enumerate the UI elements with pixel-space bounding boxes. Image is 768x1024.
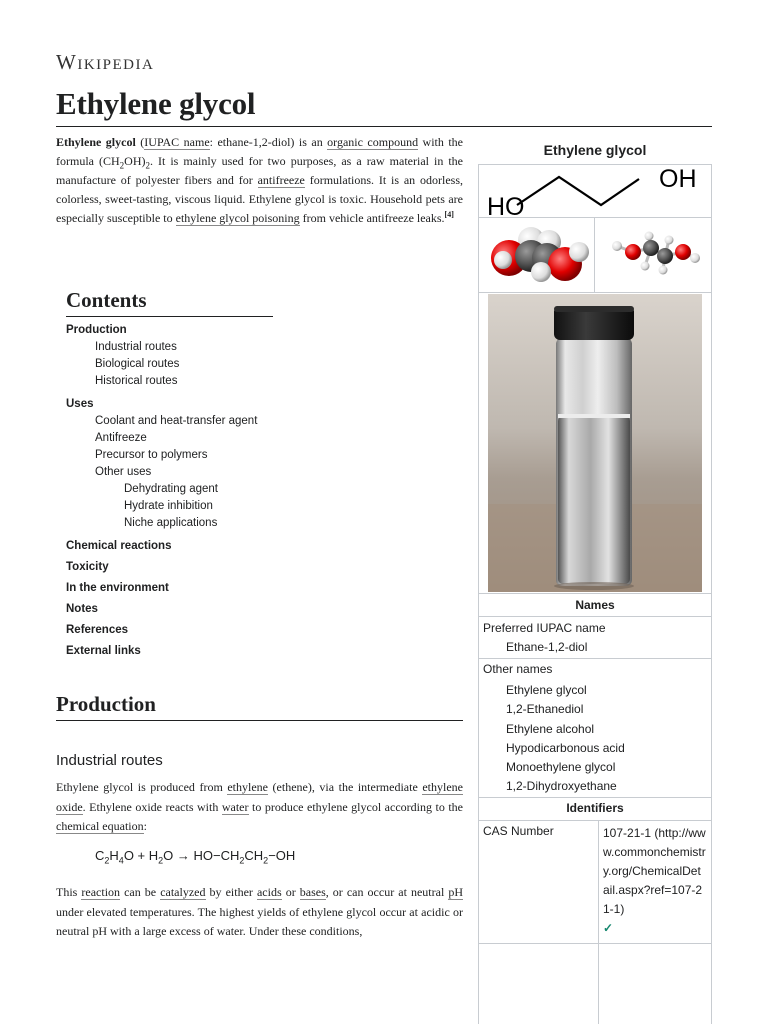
toc-item[interactable]: Toxicity [66,561,109,573]
para-text: This [56,885,82,899]
para-text: to produce ethylene glycol according to the [248,799,463,814]
reaction-link[interactable]: reaction [81,885,121,899]
infobox-divider [478,658,712,659]
eq-part: CH [244,848,264,863]
ethylene-link[interactable]: ethylene [227,780,269,794]
toc-item[interactable]: Industrial routes [95,341,177,353]
water-link[interactable]: water [221,799,249,814]
lead-text: formulations. It is an odorless, colorless, sweet-tasting, viscous liquid. Ethylene glycol is toxic. Household pets are especially susceptible to [56,173,464,225]
para-text: by either [205,885,257,899]
other-name-item: Ethylene glycol [506,683,587,697]
eq-part: C [95,848,105,863]
para-text: can be [120,885,161,899]
subscript: 4 [118,855,124,866]
space-filling-model-image[interactable] [479,218,594,292]
infobox-divider [478,943,712,944]
identifiers-heading: Identifiers [566,801,624,815]
lead-text: from vehicle antifreeze leaks. [299,211,445,225]
cas-column-divider [598,820,599,1024]
lead-paragraph: Ethylene glycol (IUPAC name: ethane-1,2-diol) is an organic compound with the formula $(CH_2OH)_2$. It is mainly used for two purposes, as a raw material in the manufacture of polyester fibers and for antifreeze formulations. It is an odorless, colorless, sweet-tasting, viscous liquid. Ethylene glycol is toxic. Household pets are especially susceptible to ethylene glycol poisoning from vehicle antifreeze leaks.[4] [56,135,464,225]
eq-part: −OH [268,848,296,863]
iupac-name-label: Preferred IUPAC name [483,621,606,635]
toc-item[interactable]: Production [66,324,127,336]
subscript: 2 [104,855,110,866]
para-text: : [143,819,147,833]
cas-number-label: CAS Number [483,824,554,838]
production-rule [56,720,463,721]
infobox-title: Ethylene glycol [543,142,647,158]
organic-compound-link[interactable]: organic compound [327,135,419,149]
names-heading: Names [575,598,615,612]
acids-link[interactable]: acids [256,885,282,899]
ethylene-glycol-vial-photo[interactable] [488,294,702,592]
para-text: under elevated temperatures. The highest yields of ethylene glycol occur at acidic or neutral pH with a large excess of water. Under these conditions, [56,904,463,938]
other-name-item: 1,2-Dihydroxyethane [506,779,617,794]
para-text: (ethene), via the intermediate [268,780,423,794]
table-of-contents [66,322,326,660]
toc-item[interactable]: Chemical reactions [66,540,172,552]
industrial-routes-heading: Industrial routes [56,752,163,769]
verified-check-icon: ✓ [603,921,614,935]
subscript: 2 [145,160,150,171]
toc-item[interactable]: Other uses [95,466,152,478]
production-heading: Production [56,692,156,716]
production-paragraph-1 [56,778,463,837]
other-names-label: Other names [483,662,553,676]
ho-label: HO [487,193,525,217]
iupac-name-link[interactable]: IUPAC name [144,135,210,149]
toc-item[interactable]: Precursor to polymers [95,449,208,461]
contents-rule [66,316,273,317]
cas-link[interactable]: 107-21-1 (http://www.commonchemistry.org/ChemicalDetail.aspx?ref=107-21-1) [603,826,706,916]
subscript: 2 [119,160,125,171]
poisoning-link[interactable]: ethylene glycol poisoning [175,211,300,225]
catalyzed-link[interactable]: catalyzed [160,885,206,899]
toc-item[interactable]: Niche applications [124,517,218,529]
lead-text: OH) [124,154,146,168]
lead-text: with the formula (CH [56,135,464,168]
other-name-item: Ethylene alcohol [506,721,595,736]
other-name-item: Hypodicarbonous acid [506,740,625,755]
infobox-divider [478,593,712,594]
antifreeze-link[interactable]: antifreeze [257,173,305,187]
subscript: 2 [263,855,269,866]
toc-item[interactable]: Dehydrating agent [124,483,218,495]
lead-text: . It is mainly used for two purposes, as a raw material in the manufacture of polyester fibers and for [56,154,464,187]
infobox-divider [478,820,712,821]
other-name-item: Monoethylene glycol [506,760,616,775]
skeletal-formula-image[interactable] [479,165,711,217]
toc-item[interactable]: Biological routes [95,358,180,370]
oh-label: OH [659,165,697,193]
eq-part: O + H [123,848,159,863]
toc-item[interactable]: Coolant and heat-transfer agent [95,415,258,427]
ph-link[interactable]: pH [448,885,464,899]
toc-item[interactable]: In the environment [66,582,169,594]
toc-item[interactable]: Historical routes [95,375,178,387]
subscript: 2 [158,855,164,866]
wikipedia-logo[interactable]: Wikipedia [56,50,155,74]
toc-item[interactable]: References [66,624,129,636]
para-text: , or can occur at neutral [325,885,449,899]
toc-item[interactable]: Uses [66,398,94,410]
bases-link[interactable]: bases [299,885,326,899]
eq-part: O → HO−CH [163,848,240,863]
para-text: Ethylene glycol is produced from [56,780,228,794]
toc-item[interactable]: External links [66,645,141,657]
toc-item[interactable]: Antifreeze [95,432,147,444]
other-names-list [506,681,625,797]
infobox-divider [478,797,712,798]
para-text: or [281,885,300,899]
other-name-item: 1,2-Ethanediol [506,702,584,717]
iupac-name-value: Ethane-1,2-diol [506,640,588,654]
title-rule [56,126,712,127]
eq-part: H [109,848,119,863]
contents-heading: Contents [66,288,147,312]
lead-term: Ethylene glycol [56,135,136,149]
production-paragraph-2 [56,883,463,942]
toc-item[interactable]: Notes [66,603,98,615]
ethylene-oxide-link[interactable]: ethylene oxide [56,780,463,814]
lead-text: : ethane-1,2-diol) is an [209,135,328,149]
para-text: . Ethylene oxide reacts with [82,799,222,814]
infobox-divider [478,292,712,293]
chemical-equation-link[interactable]: chemical equation [56,819,144,833]
subscript: 2 [239,855,245,866]
page-title: Ethylene glycol [56,86,256,121]
cas-number-value[interactable] [603,824,707,938]
reference-link[interactable]: [4] [444,210,454,219]
toc-item[interactable]: Hydrate inhibition [124,500,213,512]
infobox-divider [478,616,712,617]
ball-and-stick-model-image[interactable] [595,218,711,292]
chemical-equation [95,848,296,866]
